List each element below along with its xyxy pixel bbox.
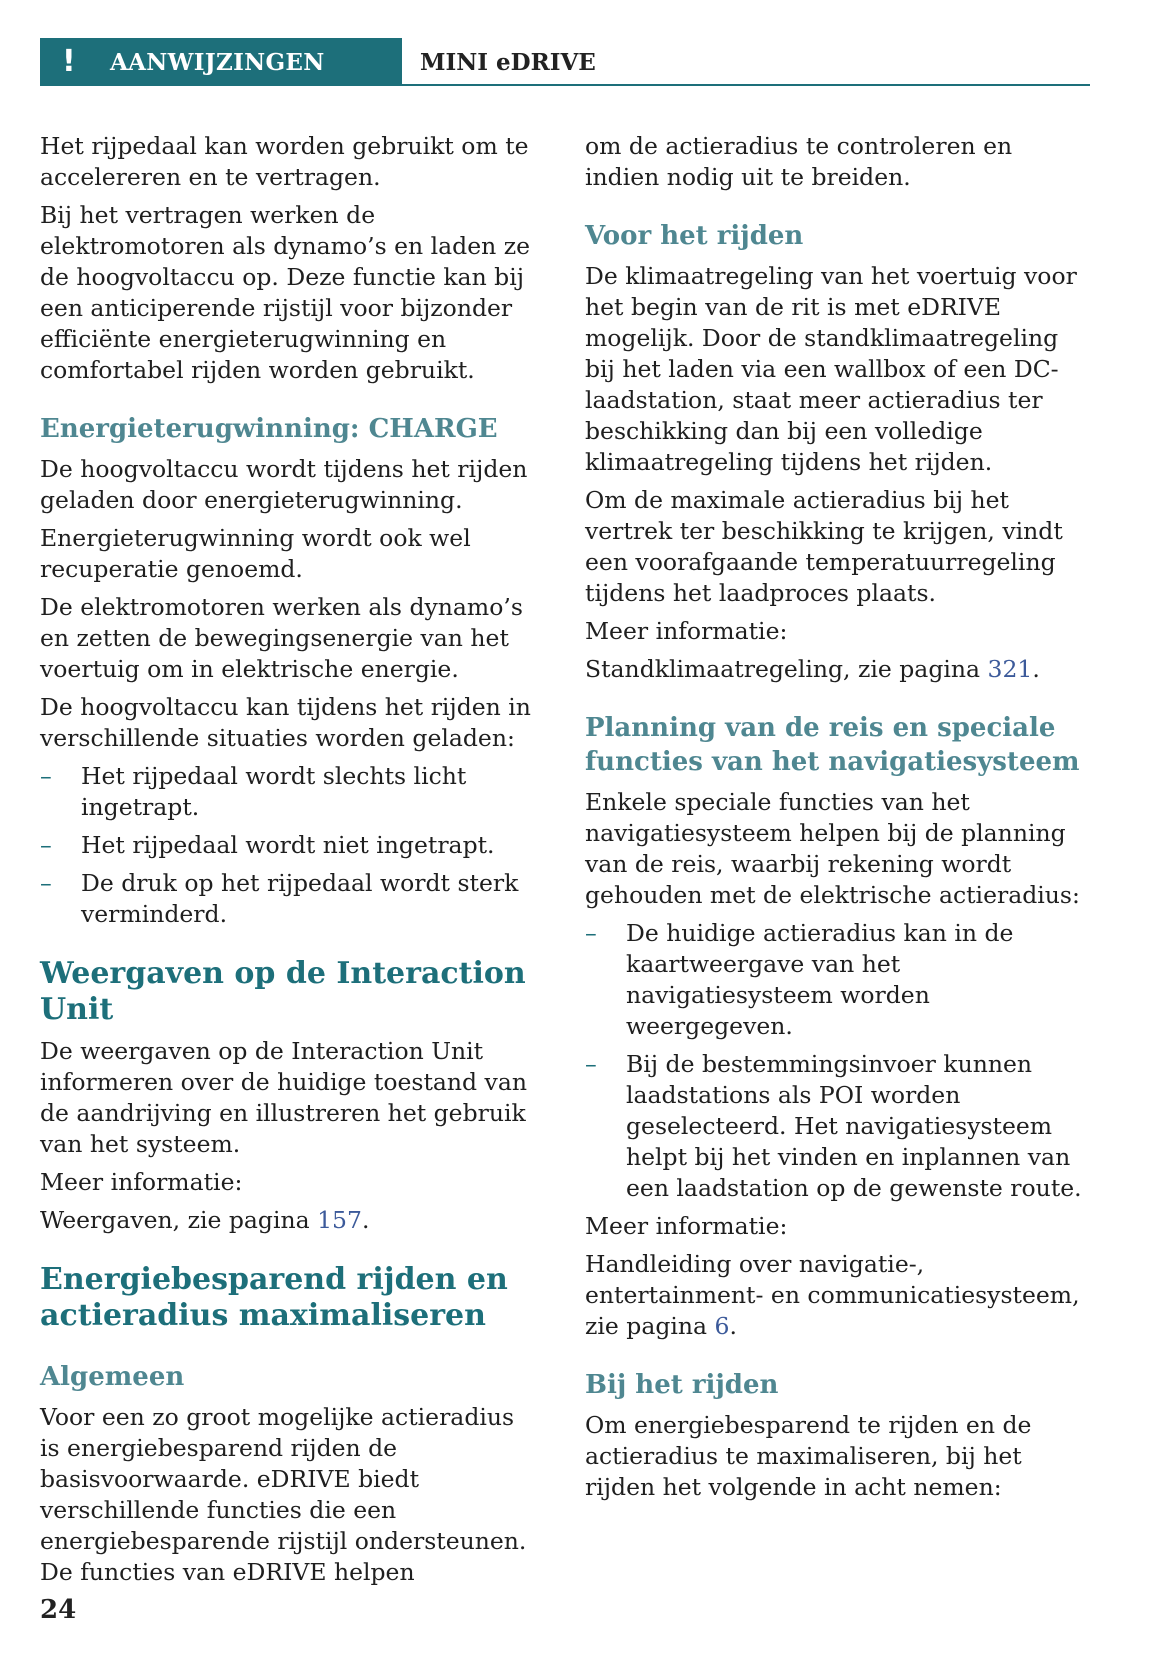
heading-charge: Energieterugwinning: CHARGE bbox=[40, 414, 498, 444]
paragraph: Voor een zo groot mogelijke actieradius is energiebesparend rijden de basisvoorwaarde. eDRIVE biedt verschillende functies die een energiebesparende rijstijl ondersteunen. De functies van eDRIVE helpen bbox=[40, 1403, 527, 1586]
dash-icon: – bbox=[40, 831, 52, 859]
paragraph: De hoogvoltaccu kan tijdens het rijden in verschillende situaties worden geladen: bbox=[40, 693, 531, 752]
more-info-label: Meer informatie: bbox=[40, 1168, 243, 1196]
header-rule bbox=[402, 84, 1090, 86]
list-item: – De huidige actieradius kan in de kaartweergave van het navigatiesysteem worden weergegeven. bbox=[585, 919, 1014, 1040]
paragraph: De weergaven op de Interaction Unit informeren over de huidige toestand van de aandrijving en illustreren het gebruik van het systeem. bbox=[40, 1037, 527, 1158]
dash-icon: – bbox=[585, 919, 597, 947]
section-label: AANWIJZINGEN bbox=[110, 49, 325, 76]
reference: Standklimaatregeling, zie pagina 321. bbox=[585, 655, 1040, 683]
paragraph: Om de maximale actieradius bij het vertrek ter beschikking te krijgen, vindt een voorafgaande temperatuurregeling tijdens het laadproces plaats. bbox=[585, 486, 1063, 607]
exclamation-icon: ! bbox=[62, 44, 76, 79]
list-item: – Bij de bestemmingsinvoer kunnen laadstations als POI worden geselecteerd. Het navigatiesysteem helpt bij het vinden en inplannen van een laadstation op de gewenste route. bbox=[585, 1050, 1082, 1202]
heading-planning: Planning van de reis en speciale functies van het navigatiesysteem bbox=[585, 713, 1080, 777]
paragraph: De elektromotoren werken als dynamo’s en zetten de bewegingsenergie van het voertuig om in elektrische energie. bbox=[40, 593, 523, 683]
list-item: – De druk op het rijpedaal wordt sterk verminderd. bbox=[40, 869, 519, 928]
section-tab bbox=[40, 38, 402, 86]
paragraph: Enkele speciale functies van het navigatiesysteem helpen bij de planning van de reis, waarbij rekening wordt gehouden met de elektrische actieradius: bbox=[585, 788, 1080, 909]
page-link-6[interactable]: 6 bbox=[714, 1312, 730, 1340]
paragraph: Energieterugwinning wordt ook wel recuperatie genoemd. bbox=[40, 524, 471, 583]
heading-interaction-unit: Weergaven op de Interaction Unit bbox=[40, 956, 526, 1027]
list-item: – Het rijpedaal wordt slechts licht ingetrapt. bbox=[40, 762, 467, 821]
paragraph: om de actieradius te controleren en indien nodig uit te breiden. bbox=[585, 132, 1013, 191]
reference: Handleiding over navigatie-, entertainment- en communicatiesysteem, zie pagina 6. bbox=[585, 1250, 1080, 1340]
heading-algemeen: Algemeen bbox=[40, 1362, 185, 1392]
paragraph: De hoogvoltaccu wordt tijdens het rijden geladen door energieterugwinning. bbox=[40, 455, 528, 514]
bullet-list bbox=[40, 761, 540, 930]
left-column bbox=[40, 131, 540, 1595]
dash-icon: – bbox=[40, 869, 52, 897]
header-title: MINI eDRIVE bbox=[420, 49, 596, 76]
list-item: – Het rijpedaal wordt niet ingetrapt. bbox=[40, 831, 495, 859]
heading-energiebesparend: Energiebesparend rijden en actieradius maximaliseren bbox=[40, 1262, 508, 1333]
dash-icon: – bbox=[40, 762, 52, 790]
paragraph: Het rijpedaal kan worden gebruikt om te accelereren en te vertragen. bbox=[40, 132, 529, 191]
heading-bij-het-rijden: Bij het rijden bbox=[585, 1370, 779, 1400]
paragraph: Om energiebesparend te rijden en de actieradius te maximaliseren, bij het rijden het volgende in acht nemen: bbox=[585, 1411, 1032, 1501]
page-number: 24 bbox=[40, 1595, 77, 1625]
page-link-321[interactable]: 321 bbox=[987, 655, 1033, 683]
reference: Weergaven, zie pagina 157. bbox=[40, 1206, 370, 1234]
paragraph: Bij het vertragen werken de elektromotoren als dynamo’s en laden ze de hoogvoltaccu op. Deze functie kan bij een anticiperende rijstijl voor bijzonder efficiënte energieterugwinning en comfortabel rijden worden gebruikt. bbox=[40, 201, 531, 384]
dash-icon: – bbox=[585, 1050, 597, 1078]
page-link-157[interactable]: 157 bbox=[317, 1206, 362, 1234]
paragraph: De klimaatregeling van het voertuig voor het begin van de rit is met eDRIVE mogelijk. Door de standklimaatregeling bij het laden via een wallbox of een DC-laadstation, staat meer actieradius ter beschikking dan bij een volledige klimaatregeling tijdens het rijden. bbox=[585, 262, 1077, 476]
bullet-list bbox=[585, 918, 1085, 1204]
heading-voor-het-rijden: Voor het rijden bbox=[585, 221, 804, 251]
more-info-label: Meer informatie: bbox=[585, 617, 788, 645]
more-info-label: Meer informatie: bbox=[585, 1212, 788, 1240]
page-header bbox=[40, 38, 1090, 86]
right-column bbox=[585, 131, 1085, 1510]
